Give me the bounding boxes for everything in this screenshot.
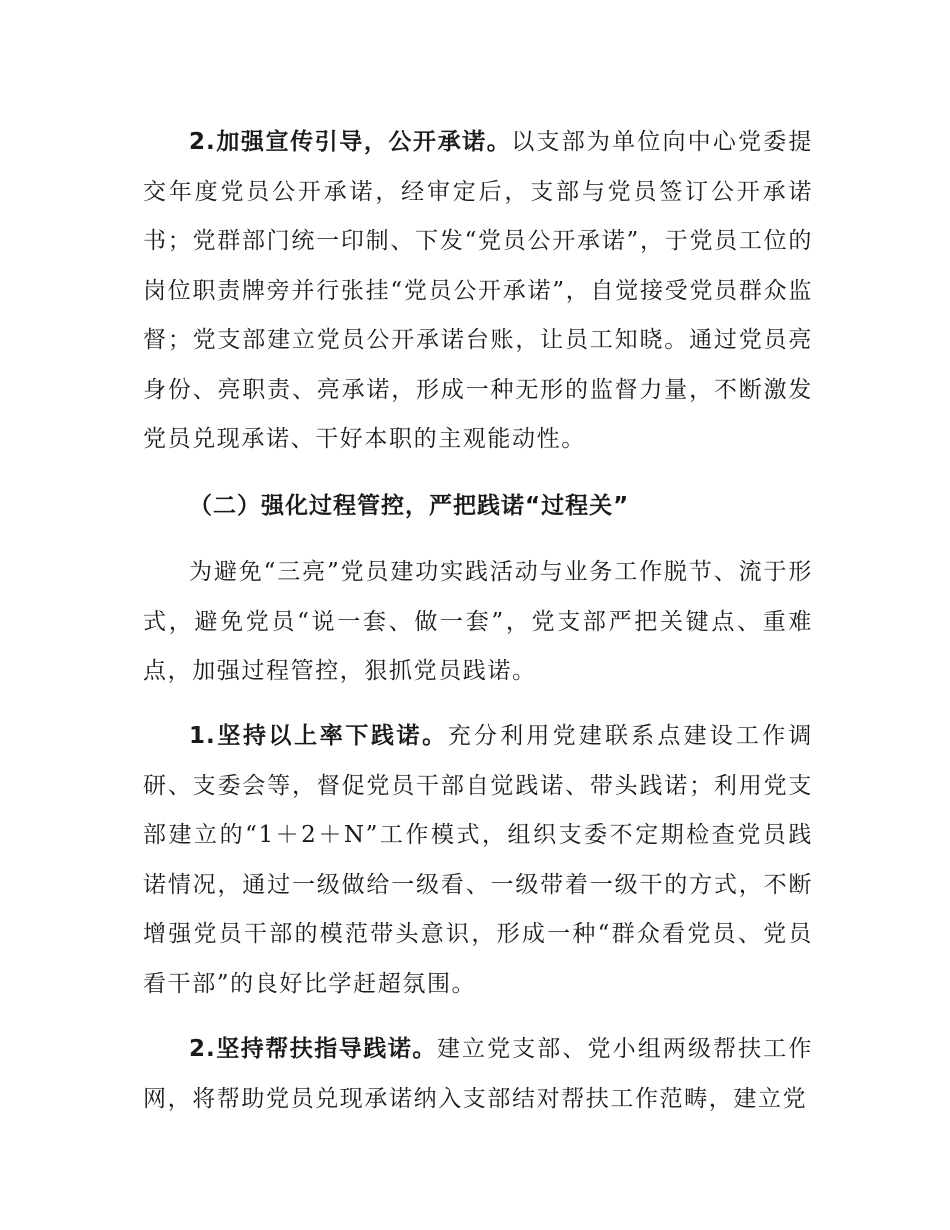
paragraph-lead: 1.坚持以上率下践诺。 xyxy=(189,723,448,749)
paragraph-body: 为避免“三亮”党员建功实践活动与业务工作脱节、流于形式，避免党员“说一套、做一套”，党支部严把关键点、重难点，加强过程管控，狠抓党员践诺。 xyxy=(143,559,813,684)
paragraph-body: 以支部为单位向中心党委提交年度党员公开承诺，经审定后，支部与党员签订公开承诺书；党群部门统一印制、下发“党员公开承诺”，于党员工位的岗位职责牌旁并行张挂“党员公开承诺”，自觉接受党员群众监督；党支部建立党员公开承诺台账，让员工知晓。通过党员亮身份、亮职责、亮承诺，形成一种无形的监督力量，不断激发党员兑现承诺、干好本职的主观能动性。 xyxy=(143,129,813,452)
paragraph-lead: 2.坚持帮扶指导践诺。 xyxy=(189,1036,437,1062)
paragraph-body: 充分利用党建联系点建设工作调研、支委会等，督促党员干部自觉践诺、带头践诺；利用党支部建立的“1＋2＋N”工作模式，组织支委不定期检查党员践诺情况，通过一级做给一级看、一级带着一级干的方式，不断增强党员干部的模范带头意识，形成一种“群众看党员、党员看干部”的良好比学赶超氛围。 xyxy=(143,723,813,997)
paragraph-lead: 2.加强宣传引导，公开承诺。 xyxy=(189,129,512,155)
paragraph-assistance-guidance xyxy=(143,1025,813,1124)
section-heading-text: （二）强化过程管控，严把践诺“过程关” xyxy=(189,493,630,519)
paragraph-process-control xyxy=(143,548,813,697)
paragraph-lead-by-example xyxy=(143,712,813,1009)
section-heading xyxy=(143,482,813,532)
paragraph-publicity-commitment xyxy=(143,118,813,465)
paragraph-body: 建立党支部、党小组两级帮扶工作网，将帮助党员兑现承诺纳入支部结对帮扶工作范畴，建立党 xyxy=(143,1036,814,1112)
